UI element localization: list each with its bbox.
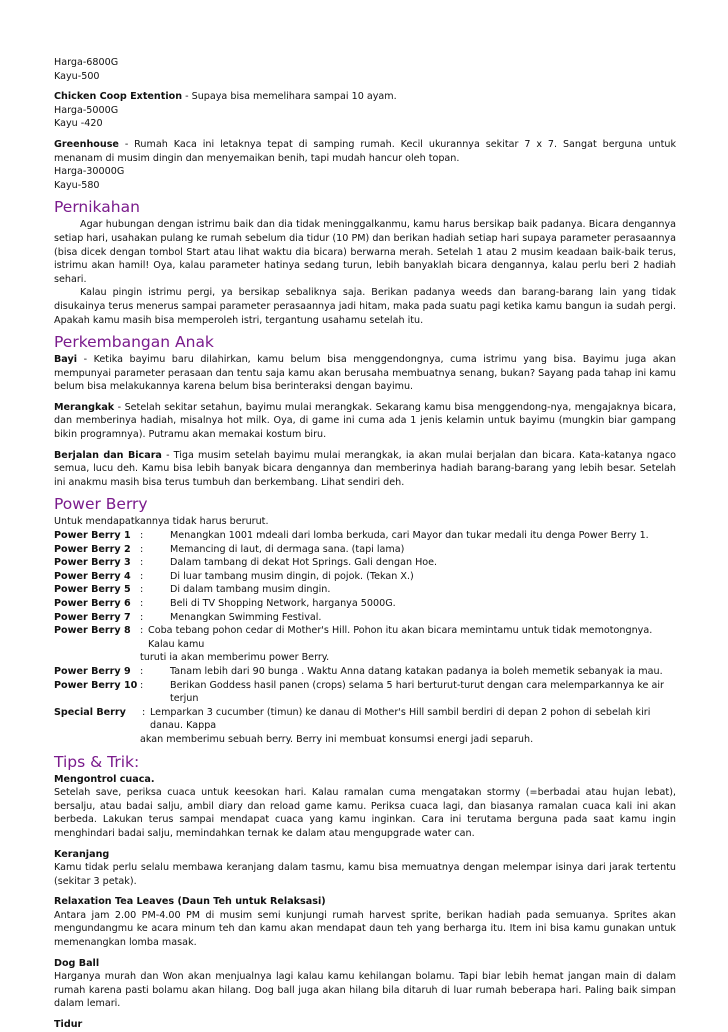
greenhouse-entry [54,138,676,165]
merangkak-title: Merangkak [54,401,115,413]
power-berry-row [54,624,676,651]
pernikahan-paragraph: Kalau pingin istrimu pergi, ya bersikap sebaliknya saja. Berikan padanya weeds dan barang-barang lain yang tidak disukainya terus menerus sampai parameter perasaannya jadi hitam, maka pada suatu pagi ketika kamu bangun ia sudah pergi. Apakah kamu masih bisa memperoleh istri, tergantung usahamu setelah itu. [54,287,676,326]
section-heading-power-berry: Power Berry [54,495,148,514]
chicken-coop-entry [54,90,676,104]
keranjang-title: Keranjang [54,848,110,860]
power-berry-desc-continued: turuti ia akan memberimu power Berry. [140,652,330,664]
bayi-entry [54,353,676,394]
power-berry-intro: Untuk mendapatkannya tidak harus berurut. [54,516,269,528]
berjalan-entry [54,449,676,490]
power-berry-name: Power Berry 2 [54,543,131,555]
power-berry-row [54,556,676,570]
power-berry-name: Power Berry 7 [54,611,131,623]
power-berry-desc: Di dalam tambang musim dingin. [170,584,331,596]
power-berry-desc: Coba tebang pohon cedar di Mother's Hill. Pohon itu akan bicara memintamu untuk tidak memotongnya. Kalau kamu [148,625,653,650]
power-berry-name: Power Berry 1 [54,530,131,542]
keranjang-desc: Kamu tidak perlu selalu membawa keranjang dalam tasmu, kamu bisa memuatnya dengan melempar isinya dari jarak tertentu (sekitar 3 petak). [54,862,676,887]
tip-title [54,773,676,787]
power-berry-name: Power Berry 9 [54,665,131,677]
power-berry-colon: : [140,530,144,542]
kayu-line: Kayu-580 [54,179,100,191]
harga-line: Harga-30000G [54,166,125,178]
berjalan-title: Berjalan dan Bicara [54,449,162,461]
power-berry-colon: : [140,598,144,609]
power-berry-colon: : [140,570,144,582]
bayi-desc: - Ketika bayimu baru dilahirkan, kamu belum bisa menggendongnya, cuma istrimu yang bisa. Bayimu juga akan mempunyai parameter perasaan dan tentu saja kamu akan berusaha membuatnya senang, bukan? Sayang pada tahap ini kamu belum bisa melakukannya karena belum bisa berinteraksi dengan bayimu. [54,354,676,393]
power-berry-row [54,543,676,557]
bayi-title: Bayi [54,354,78,366]
power-berry-row [54,570,676,584]
tip-title [54,1018,676,1032]
power-berry-desc: Tanam lebih dari 90 bunga . Waktu Anna datang katakan padanya ia boleh memetik sebanyak ia mau. [170,665,663,677]
power-berry-name: Power Berry 10 [54,679,138,691]
greenhouse-desc: - Rumah Kaca ini letaknya tepat di samping rumah. Kecil ukurannya sekitar 7 x 7. Sangat berguna untuk menanam di musim dingin dan menyemaikan benih, tapi mudah hancur oleh topan. [54,138,676,164]
kayu-line: Kayu-500 [54,70,100,82]
merangkak-entry [54,401,676,442]
power-berry-row [54,665,676,679]
power-berry-name: Power Berry 6 [54,598,131,609]
cuaca-title: Mengontrol cuaca. [54,773,155,785]
ball-desc: Harganya murah dan Won akan menjualnya lagi kalau kamu kehilangan bolamu. Tapi biar lebih hemat jangan main di dalam rumah karena pasti bolamu akan hilang. Dog ball juga akan hilang bila ditaruh di luar rumah beberapa hari. Paling baik simpan dalam lemari. [54,971,676,1010]
power-berry-desc: Dalam tambang di dekat Hot Springs. Gali dengan Hoe. [170,557,438,569]
power-berry-row [54,597,676,611]
power-berry-desc: Beli di TV Shopping Network, harganya 5000G. [170,598,396,609]
berjalan-desc: - Tiga musim setelah bayimu mulai merangkak, ia akan mulai berjalan dan bicara. Kata-katanya ngaco semua, lucu deh. Kamu bisa lebih banyak bicara dengannya dan memberinya hadiah barang-barang yang lebih besar. Setelah ini anakmu masih bisa terus tumbuh dan berkembang. Lihat sendiri deh. [54,449,676,488]
special-berry-desc: Lemparkan 3 cucumber (timun) ke danau di Mother's Hill sambil berdiri di depan 2 pohon di sebelah kiri danau. Kappa [150,706,651,732]
power-berry-row [54,679,676,706]
power-berry-colon: : [140,625,144,637]
power-berry-desc: Menangkan Swimming Festival. [170,611,322,623]
special-berry-row [54,706,676,733]
ball-title: Dog Ball [54,957,100,969]
kayu-line: Kayu -420 [54,118,103,130]
document-page [54,56,676,1032]
power-berry-list [54,529,676,624]
power-berry-colon: : [140,665,144,677]
special-berry-name: Special Berry [54,706,126,718]
section-heading-anak: Perkembangan Anak [54,333,214,352]
power-berry-colon: : [140,611,144,623]
merangkak-desc: - Setelah sekitar setahun, bayimu mulai merangkak. Sekarang kamu bisa menggendong-nya, mengajaknya bicara, dan memberinya hadiah, misalnya hot milk. Oya, di game ini cuma ada 1 jenis kelamin untuk bayimu (mungkin biar gampang bikin programnya). Putramu akan memakai kostum biru. [54,401,676,441]
chicken-coop-desc: - Supaya bisa memelihara sampai 10 ayam. [182,91,397,103]
harga-line: Harga-6800G [54,57,119,68]
power-berry-desc: Berikan Goddess hasil panen (crops) selama 5 hari berturut-turut dengan cara melemparkannya ke air terjun [170,679,664,705]
special-berry-colon: : [142,706,146,718]
power-berry-name: Power Berry 4 [54,570,131,582]
special-berry-desc-continued: akan memberimu sebuah berry. Berry ini membuat konsumsi energi jadi separuh. [140,733,534,745]
greenhouse-title: Greenhouse [54,138,119,150]
tea-desc: Antara jam 2.00 PM-4.00 PM di musim semi kunjungi rumah harvest sprite, berikan hadiah pada semuanya. Sprites akan mengundangmu ke acara minum teh dan kamu akan mendapat daun teh yang berharga itu. Item ini bisa kamu gunakan untuk memenangkan lomba masak. [54,909,676,949]
section-heading-pernikahan: Pernikahan [54,198,140,217]
pernikahan-paragraph: Agar hubungan dengan istrimu baik dan dia tidak meninggalkanmu, kamu harus bersikap baik padanya. Bicara dengannya setiap hari, usahakan pulang ke rumah sebelum dia tidur (10 PM) dan berikan hadiah setiap hari supaya parameter perasaannya (bisa dicek dengan tombol Start atau lihat waktu dia bicara) berwarna merah. Setelah 1 atau 2 musim keadaan baik-baik terus, istrimu akan hamil! Oya, kalau parameter hatinya sedang turun, lebih banyaklah bicara dengannya, kalau perlu beri 2 hadiah sehari. [54,219,676,285]
section-heading-tips: Tips & Trik: [54,752,140,771]
tea-title: Relaxation Tea Leaves (Daun Teh untuk Relaksasi) [54,896,326,908]
cuaca-desc: Setelah save, periksa cuaca untuk keesokan hari. Kalau ramalan cuma mengatakan stormy (=berbadai atau hujan lebat), bersalju, atau badai salju, ambil diary dan reload game kamu. Periksa cuaca lagi, dan biasanya ramalan cuaca kali ini akan berbeda. Lakukan terus sampai mendapat cuaca yang kamu inginkan. Cara ini terutama berguna pada saat kamu ingin menghindari badai salju, memindahkan ternak ke dalam atau mengupgrade water can. [54,787,676,839]
power-berry-colon: : [140,584,144,596]
power-berry-row [54,611,676,625]
tip-title [54,895,676,909]
power-berry-name: Power Berry 8 [54,625,131,637]
power-berry-name: Power Berry 5 [54,584,131,596]
tidur-title: Tidur [54,1019,83,1031]
power-berry-colon: : [140,679,144,691]
power-berry-name: Power Berry 3 [54,557,131,569]
power-berry-row [54,583,676,597]
tip-title [54,957,676,971]
power-berry-desc: Menangkan 1001 mdeali dari lomba berkuda, cari Mayor dan tukar medali itu denga Power Berry 1. [170,530,649,542]
power-berry-desc: Memancing di laut, di dermaga sana. (tapi lama) [170,543,405,555]
chicken-coop-title: Chicken Coop Extention [54,91,183,103]
power-berry-colon: : [140,557,144,569]
power-berry-row [54,529,676,543]
power-berry-colon: : [140,543,144,555]
power-berry-desc: Di luar tambang musim dingin, di pojok. (Tekan X.) [170,570,414,582]
harga-line: Harga-5000G [54,104,119,116]
tip-title [54,848,676,862]
